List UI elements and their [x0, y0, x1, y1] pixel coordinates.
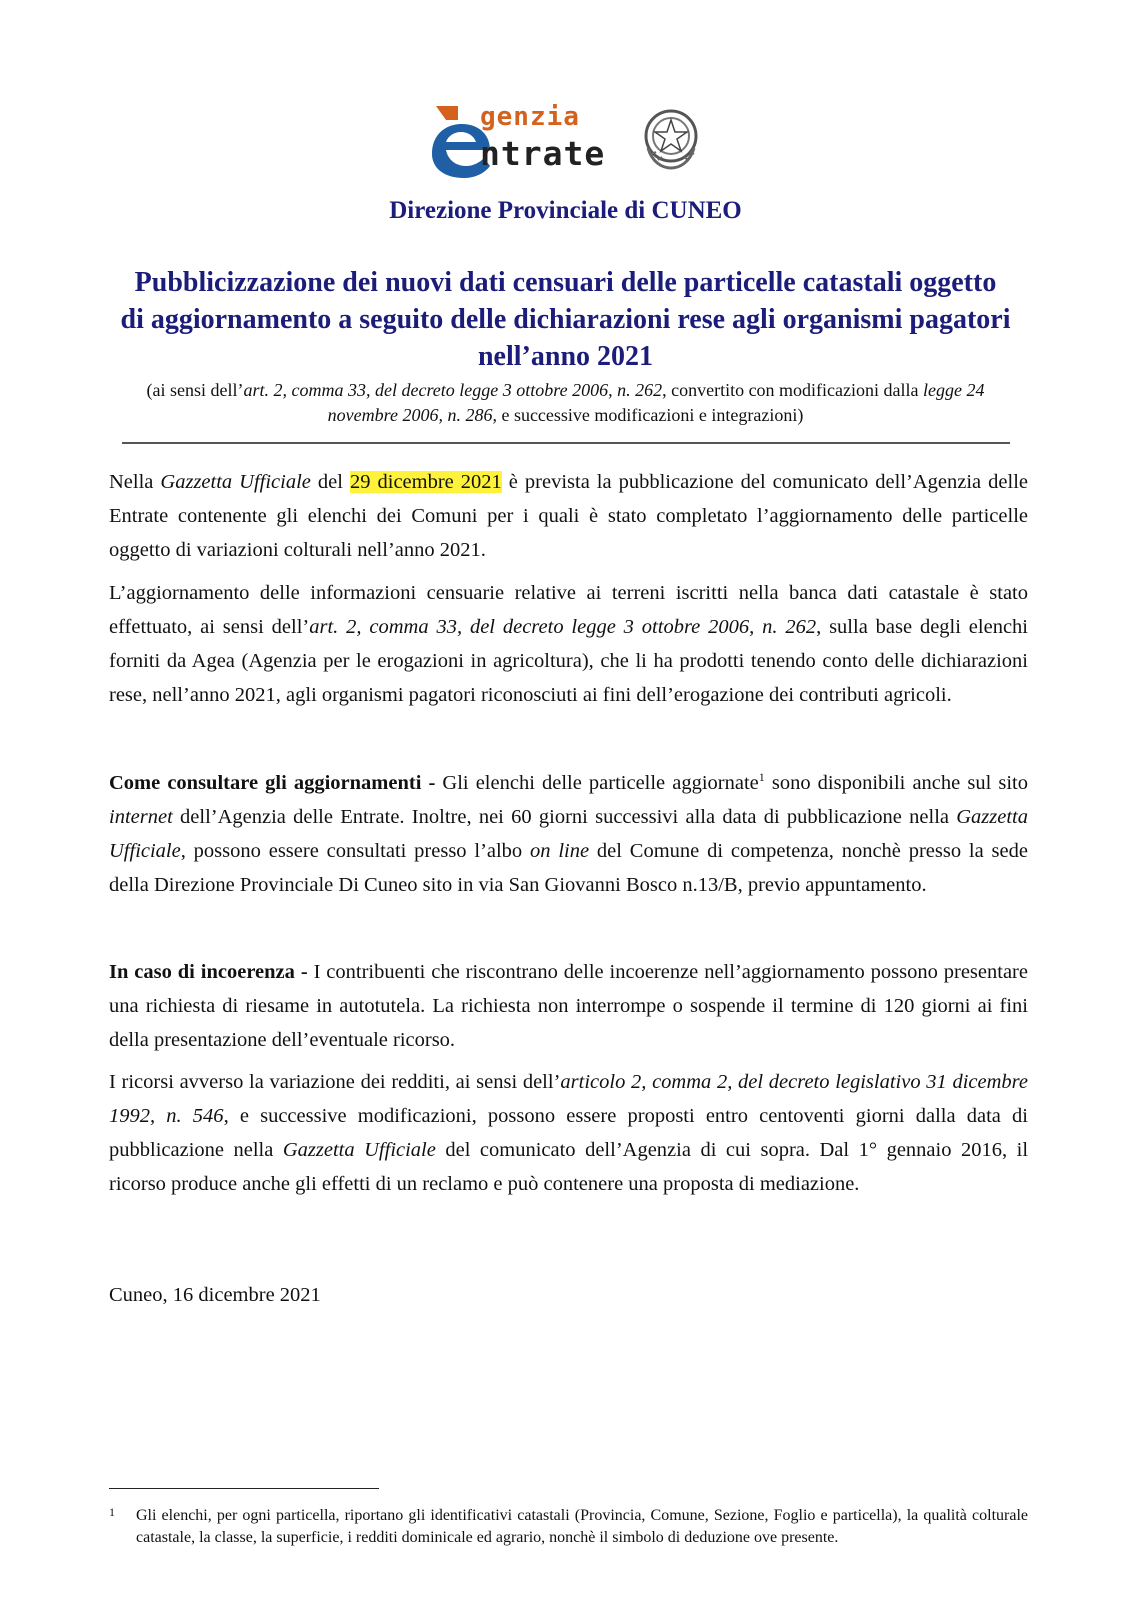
paragraph-come-consultare: Come consultare gli aggiornamenti - Gli elenchi delle particelle aggiornate$^1$ sono disponibili anche sul sito internet dell’Agenzia delle Entrate. Inoltre, nei 60 giorni successivi alla data di pubblicazione nella Gazzetta Ufficiale, possono essere consultati presso l’albo on line del Comune di competenza, nonchè presso la sede della Direzione Provinciale Di Cuneo sito in via San Giovanni Bosco n.13/B, previo appuntamento.: [109, 770, 1028, 896]
highlighted-date: 29 dicembre 2021: [349, 471, 502, 493]
footnote-ref: 1: [758, 770, 765, 785]
direzione-heading: Direzione Provinciale di CUNEO: [389, 197, 742, 224]
italian-republic-emblem-icon: [640, 106, 702, 172]
footnote: [109, 1505, 1028, 1549]
paragraph-ricorsi: I ricorsi avverso la variazione dei redditi, ai sensi dell’articolo 2, comma 2, del decreto legislativo 31 dicembre 1992, n. 546, e successive modificazioni, possono essere proposti entro centoventi giorni dalla data di pubblicazione nella Gazzetta Ufficiale del comunicato dell’Agenzia di cui sopra. Dal 1° gennaio 2016, il ricorso produce anche gli effetti di un reclamo e può contenere una proposta di mediazione.: [109, 1071, 1029, 1195]
footnote-divider: [109, 1488, 379, 1489]
footnote-text: Gli elenchi, per ogni particella, riportano gli identificativi catastali (Provincia, Comune, Sezione, Foglio e particella), la qualità colturale catastale, la classe, la superficie, i redditi dominicale ed agrario, nonchè il simbolo di deduzione ove presente.: [136, 1507, 1028, 1546]
agenzia-entrate-logo: [428, 100, 708, 182]
footnote-number: 1: [109, 1505, 115, 1519]
paragraph-incoerenza: In caso di incoerenza - I contribuenti che riscontrano delle incoerenze nell’aggiornamento possono presentare una richiesta di riesame in autotutela. La richiesta non interrompe o sospende il termine di 120 giorni ai fini della presentazione dell’eventuale ricorso.: [109, 961, 1028, 1051]
signature-date: Cuneo, 16 dicembre 2021: [109, 1284, 321, 1306]
logo-text-genzia: genzia: [480, 102, 580, 132]
document-title: Pubblicizzazione dei nuovi dati censuari delle particelle catastali oggetto di aggiornamento a seguito delle dichiarazioni rese agli organismi pagatori nell’anno 2021: [120, 267, 1011, 372]
section-heading: Come consultare gli aggiornamenti -: [109, 772, 436, 794]
title-divider: [122, 442, 1010, 444]
paragraph-gazzetta: Nella Gazzetta Ufficiale del 29 dicembre 2021 è prevista la pubblicazione del comunicato dell’Agenzia delle Entrate contenente gli elenchi dei Comuni per i quali è stato completato l’aggiornamento delle particelle oggetto di variazioni colturali nell’anno 2021.: [109, 471, 1029, 561]
document-subtitle: (ai sensi dell’art. 2, comma 33, del decreto legge 3 ottobre 2006, n. 262, convertito con modificazioni dalla legge 24 novembre 2006, n. 286, e successive modificazioni e integrazioni): [146, 380, 985, 425]
logo-text-ntrate: ntrate: [480, 134, 606, 173]
section-heading: In caso di incoerenza -: [109, 961, 308, 983]
paragraph-aggiornamento: L’aggiornamento delle informazioni censuarie relative ai terreni iscritti nella banca dati catastale è stato effettuato, ai sensi dell’art. 2, comma 33, del decreto legge 3 ottobre 2006, n. 262, sulla base degli elenchi forniti da Agea (Agenzia per le erogazioni in agricoltura), che li ha prodotti tenendo conto delle dichiarazioni rese, nell’anno 2021, agli organismi pagatori riconosciuti ai fini dell’erogazione dei contributi agricoli.: [109, 582, 1028, 706]
